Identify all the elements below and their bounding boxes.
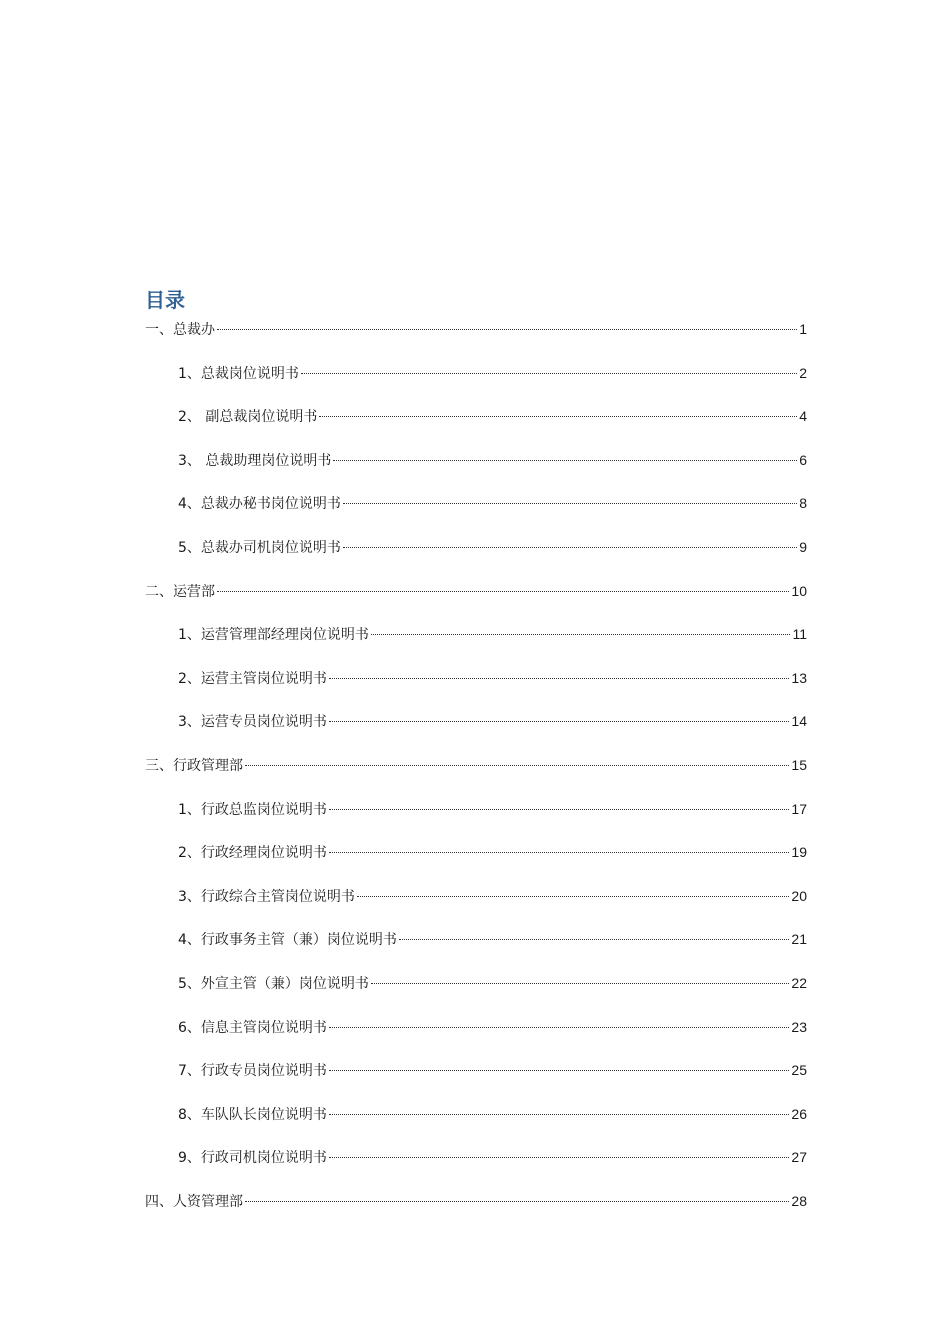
toc-entry-label: 3、 总裁助理岗位说明书	[178, 452, 332, 469]
toc-subsection-entry[interactable]	[145, 621, 807, 665]
toc-page-number: 26	[791, 1105, 807, 1122]
toc-subsection-entry[interactable]	[145, 1014, 807, 1058]
toc-dot-leader	[329, 721, 790, 722]
toc-entry-label: 7、行政专员岗位说明书	[178, 1063, 327, 1080]
toc-subsection-entry[interactable]	[145, 708, 807, 752]
toc-page-number: 19	[791, 844, 807, 861]
toc-dot-leader	[357, 896, 790, 897]
toc-page-number: 10	[791, 582, 807, 599]
toc-list	[145, 316, 807, 1231]
toc-dot-leader	[319, 416, 797, 417]
toc-subsection-entry[interactable]	[145, 665, 807, 709]
toc-entry-label: 1、运营管理部经理岗位说明书	[178, 627, 369, 644]
toc-entry-label: 4、总裁办秘书岗位说明书	[178, 496, 341, 513]
toc-entry-label: 4、行政事务主管（兼）岗位说明书	[178, 932, 397, 949]
toc-entry-label: 1、总裁岗位说明书	[178, 365, 299, 382]
toc-entry-label: 三、行政管理部	[145, 757, 243, 774]
toc-dot-leader	[329, 1070, 790, 1071]
toc-dot-leader	[329, 678, 790, 679]
toc-dot-leader	[329, 1027, 790, 1028]
toc-section-entry[interactable]	[145, 1188, 807, 1232]
toc-subsection-entry[interactable]	[145, 883, 807, 927]
toc-page-number: 4	[799, 408, 807, 425]
toc-subsection-entry[interactable]	[145, 970, 807, 1014]
toc-dot-leader	[329, 809, 790, 810]
toc-entry-label: 6、信息主管岗位说明书	[178, 1019, 327, 1036]
toc-entry-label: 3、运营专员岗位说明书	[178, 714, 327, 731]
toc-subsection-entry[interactable]	[145, 534, 807, 578]
toc-subsection-entry[interactable]	[145, 490, 807, 534]
toc-subsection-entry[interactable]	[145, 839, 807, 883]
toc-entry-label: 二、运营部	[145, 583, 215, 600]
toc-page-number: 15	[791, 756, 807, 773]
toc-subsection-entry[interactable]	[145, 403, 807, 447]
toc-page-number: 25	[791, 1062, 807, 1079]
toc-dot-leader	[329, 1157, 790, 1158]
toc-dot-leader	[245, 765, 789, 766]
toc-page-number: 22	[791, 974, 807, 991]
toc-title: 目录	[145, 288, 185, 312]
toc-page-number: 6	[799, 451, 807, 468]
toc-entry-label: 9、行政司机岗位说明书	[178, 1150, 327, 1167]
toc-section-entry[interactable]	[145, 578, 807, 622]
toc-subsection-entry[interactable]	[145, 447, 807, 491]
toc-entry-label: 四、人资管理部	[145, 1193, 243, 1210]
toc-dot-leader	[333, 460, 797, 461]
toc-entry-label: 5、总裁办司机岗位说明书	[178, 539, 341, 556]
toc-dot-leader	[371, 983, 790, 984]
toc-subsection-entry[interactable]	[145, 796, 807, 840]
toc-page-number: 14	[791, 713, 807, 730]
toc-page-number: 2	[799, 364, 807, 381]
toc-page-number: 17	[791, 800, 807, 817]
toc-dot-leader	[343, 503, 797, 504]
toc-entry-label: 一、总裁办	[145, 322, 215, 338]
toc-subsection-entry[interactable]	[145, 360, 807, 404]
toc-dot-leader	[217, 591, 789, 592]
toc-dot-leader	[343, 547, 797, 548]
toc-page-number: 28	[791, 1192, 807, 1209]
toc-entry-label: 1、行政总监岗位说明书	[178, 801, 327, 818]
toc-entry-label: 8、车队队长岗位说明书	[178, 1106, 327, 1123]
toc-page-number: 13	[791, 669, 807, 686]
toc-section-entry[interactable]	[145, 316, 807, 360]
toc-subsection-entry[interactable]	[145, 1144, 807, 1188]
toc-dot-leader	[399, 939, 790, 940]
toc-page-number: 27	[791, 1149, 807, 1166]
toc-page-number: 21	[791, 931, 807, 948]
toc-dot-leader	[301, 373, 797, 374]
toc-page-number: 9	[799, 538, 807, 555]
toc-dot-leader	[329, 852, 790, 853]
toc-subsection-entry[interactable]	[145, 926, 807, 970]
toc-page-number: 11	[792, 626, 807, 643]
toc-dot-leader	[217, 329, 797, 330]
toc-entry-label: 2、运营主管岗位说明书	[178, 670, 327, 687]
toc-dot-leader	[329, 1114, 790, 1115]
toc-entry-label: 3、行政综合主管岗位说明书	[178, 888, 355, 905]
toc-page-number: 1	[799, 321, 807, 337]
toc-dot-leader	[371, 634, 791, 635]
toc-page-number: 8	[799, 495, 807, 512]
toc-entry-label: 2、行政经理岗位说明书	[178, 845, 327, 862]
toc-page-number: 20	[791, 887, 807, 904]
toc-subsection-entry[interactable]	[145, 1057, 807, 1101]
toc-page-number: 23	[791, 1018, 807, 1035]
toc-section-entry[interactable]	[145, 752, 807, 796]
toc-entry-label: 2、 副总裁岗位说明书	[178, 409, 318, 426]
toc-subsection-entry[interactable]	[145, 1101, 807, 1145]
toc-entry-label: 5、外宣主管（兼）岗位说明书	[178, 975, 369, 992]
toc-dot-leader	[245, 1201, 789, 1202]
